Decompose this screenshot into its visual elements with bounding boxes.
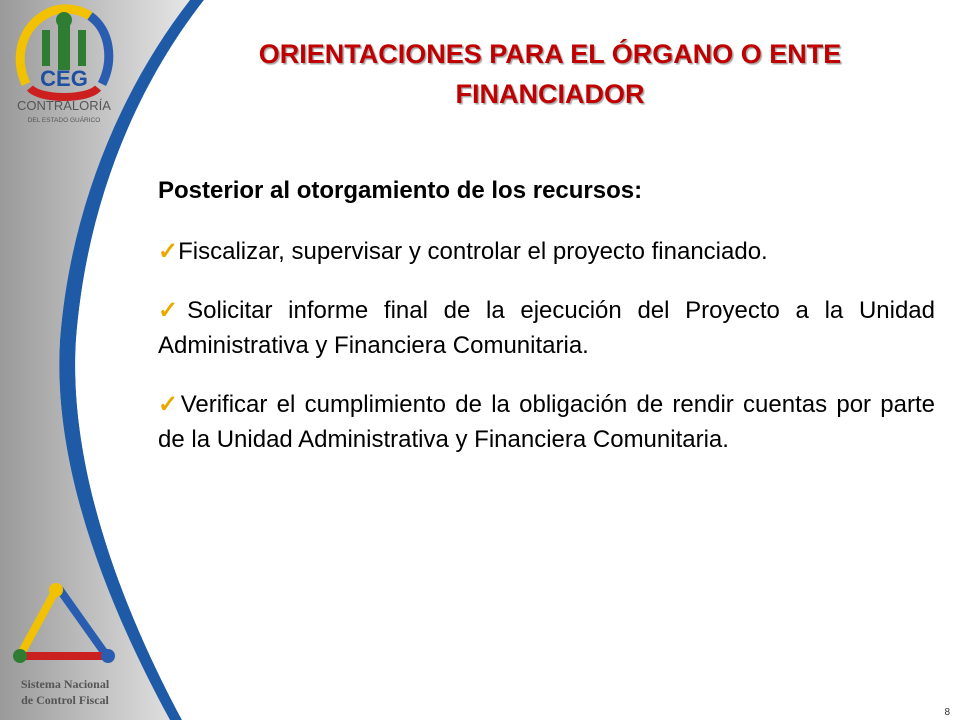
checkmark-icon: ✓ <box>158 391 181 418</box>
list-item <box>158 293 935 363</box>
list-item <box>158 234 935 269</box>
checkmark-icon: ✓ <box>158 297 188 324</box>
page-number: 8 <box>944 707 950 718</box>
title-line-2: FINANCIADOR <box>455 79 645 109</box>
checkmark-icon: ✓ <box>158 238 179 265</box>
list-item-text: Solicitar informe final de la ejecución del Proyecto a la Unidad Administrativa y Financiera Comunitaria. <box>158 297 936 359</box>
contraloria-logo <box>6 4 122 126</box>
logo-line-2: de Control Fiscal <box>21 693 109 707</box>
title-line-1: ORIENTACIONES PARA EL ÓRGANO O ENTE <box>258 39 842 69</box>
logo-monogram: CEG <box>40 66 88 91</box>
logo-name: CONTRALORÍA <box>17 98 111 113</box>
logo-subtitle: DEL ESTADO GUÁRICO <box>27 117 101 124</box>
sistema-nacional-logo <box>6 582 124 716</box>
slide-content <box>158 172 935 481</box>
list-item-text: Verificar el cumplimiento de la obligación de rendir cuentas por parte de la Unidad Administrativa y Financiera Comunitaria. <box>158 391 936 453</box>
section-subtitle: Posterior al otorgamiento de los recursos: <box>158 177 643 204</box>
slide-title <box>180 34 920 114</box>
list-item <box>158 387 935 457</box>
logo-line-1: Sistema Nacional <box>20 677 110 691</box>
list-item-text: Fiscalizar, supervisar y controlar el proyecto financiado. <box>178 238 768 265</box>
